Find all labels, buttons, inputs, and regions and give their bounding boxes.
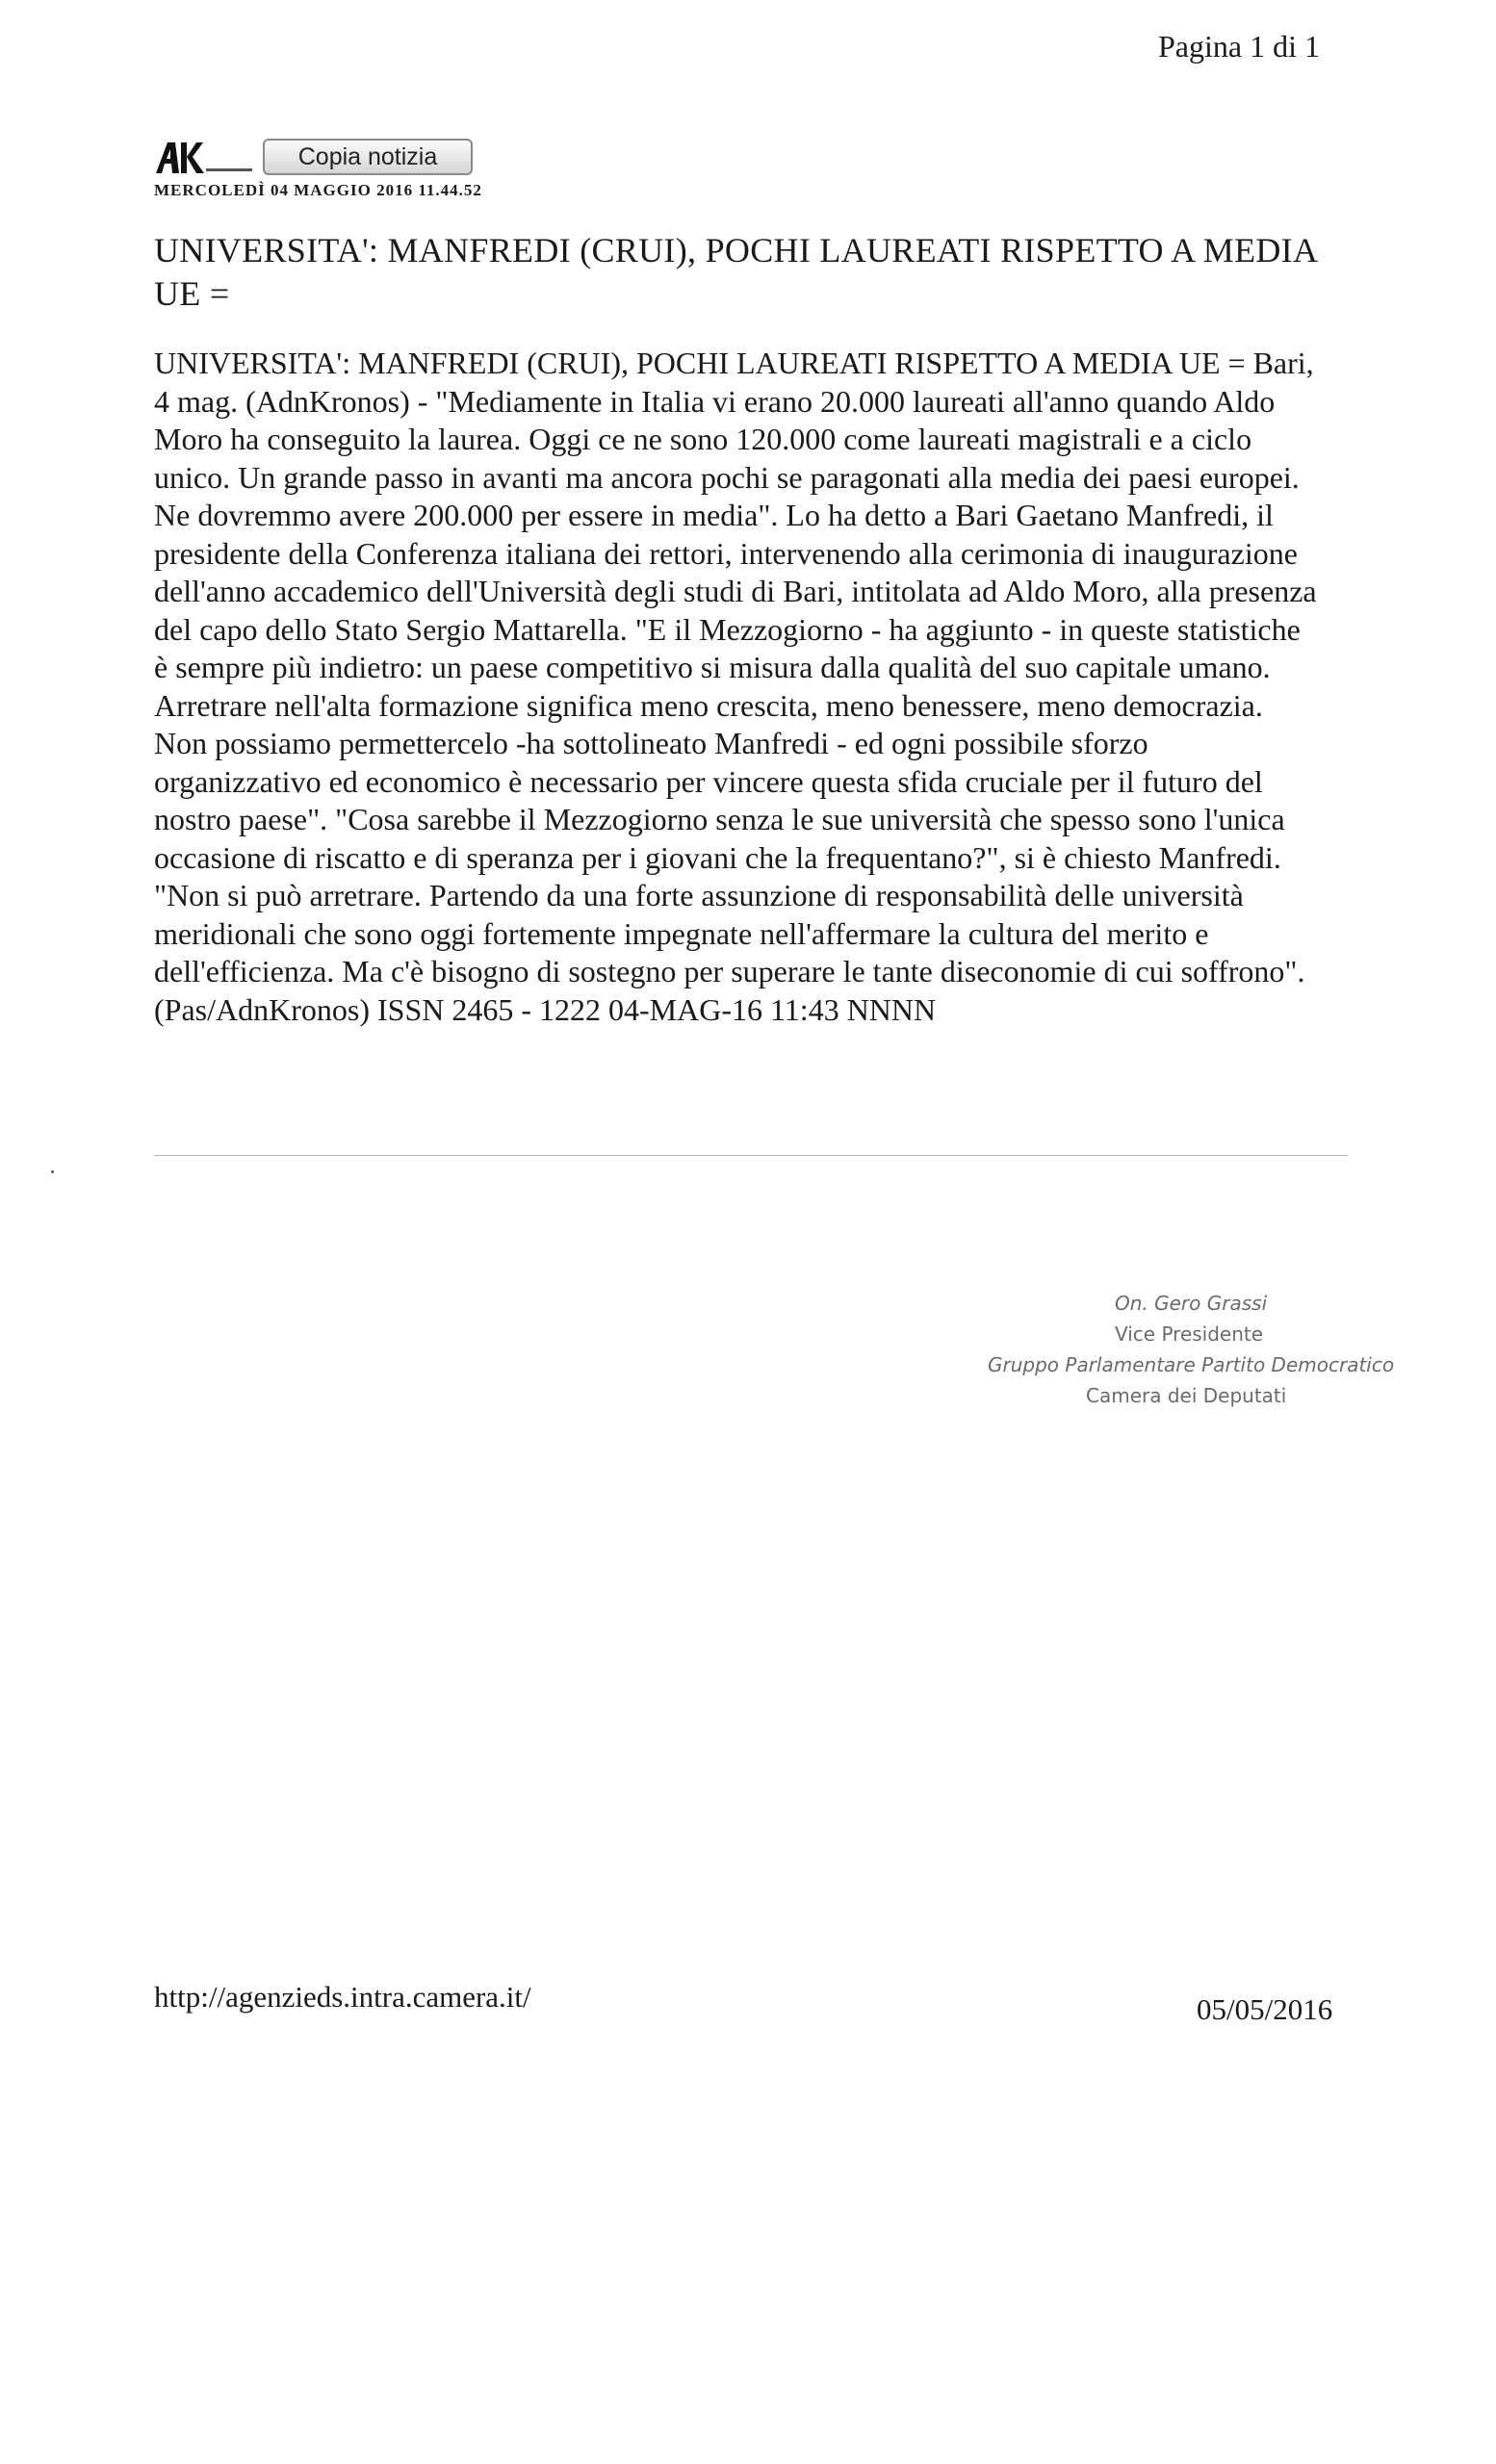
stamp-role: Vice Presidente <box>1115 1322 1264 1346</box>
stamp-name: On. Gero Grassi <box>1115 1292 1268 1315</box>
stamp-group: Gruppo Parlamentare Partito Democratico <box>988 1353 1395 1376</box>
page-number: Pagina 1 di 1 <box>1158 29 1320 64</box>
adnkronos-logo-icon <box>154 137 255 175</box>
footer-date: 05/05/2016 <box>1197 1992 1333 2026</box>
article-headline: UNIVERSITA': MANFREDI (CRUI), POCHI LAUREATI RISPETTO A MEDIA UE = <box>154 231 1317 313</box>
article-body: UNIVERSITA': MANFREDI (CRUI), POCHI LAUREATI RISPETTO A MEDIA UE = Bari, 4 mag. (AdnKronos) - "Mediamente in Italia vi erano 20.000 laureati all'anno quando Aldo Moro ha conseguito la laurea. Oggi ce ne sono 120.000 come laureati magistrali e a ciclo unico. Un grande passo in avanti ma ancora pochi se paragonati alla media dei paesi europei. Ne dovremmo avere 200.000 per essere in media". Lo ha detto a Bari Gaetano Manfredi, il presidente della Conferenza italiana dei rettori, intervenendo alla cerimonia di inaugurazione dell'anno accademico dell'Università degli studi di Bari, intitolata ad Aldo Moro, alla presenza del capo dello Stato Sergio Mattarella. "E il Mezzogiorno - ha aggiunto - in queste statistiche è sempre più indietro: un paese competitivo si misura dalla qualità del suo capitale umano. Arretrare nell'alta formazione significa meno crescita, meno benessere, meno democrazia. Non possiamo permettercelo -ha sottolineato Manfredi - ed ogni possibile sforzo organizzativo ed economico è necessario per vincere questa sfida cruciale per il futuro del nostro paese". "Cosa sarebbe il Mezzogiorno senza le sue università che spesso sono l'unica occasione di riscatto e di speranza per i giovani che la frequentano?", si è chiesto Manfredi. "Non si può arretrare. Partendo da una forte assunzione di responsabilità delle università meridionali che sono oggi fortemente impegnate nell'affermare la cultura del merito e dell'efficienza. Ma c'è bisogno di sostegno per superare le tante diseconomie di cui soffrono". (Pas/AdnKronos) ISSN 2465 - 1222 04-MAG-16 11:43 NNNN <box>154 346 1317 1027</box>
copy-news-button[interactable]: Copia notizia <box>263 139 473 175</box>
signature-stamp <box>972 1288 1415 1411</box>
scan-speck <box>51 1170 54 1173</box>
stamp-institution: Camera dei Deputati <box>1086 1384 1287 1407</box>
logo-row <box>154 133 482 175</box>
footer-url: http://agenzieds.intra.camera.it/ <box>154 1980 531 2014</box>
news-dateline: MERCOLEDÌ 04 MAGGIO 2016 11.44.52 <box>154 181 482 199</box>
news-header <box>154 133 482 200</box>
adnkronos-logo <box>154 137 255 175</box>
separator-line <box>154 1155 1348 1156</box>
